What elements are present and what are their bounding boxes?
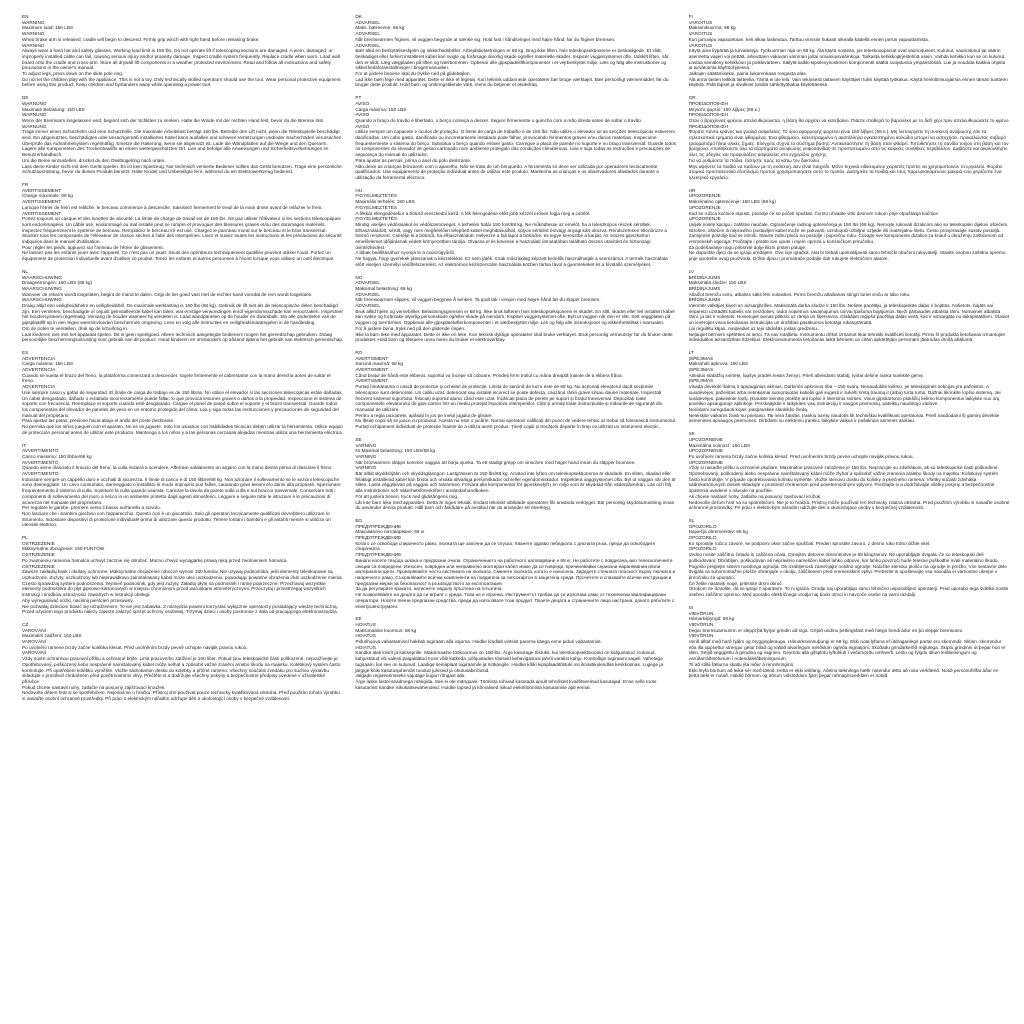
instruction-paragraph: When brake arm is released, cradle will begin to descend. Firmly grip winch with right hand before releasing brake.	[22, 36, 260, 42]
instruction-paragraph: Indossare sempre un cappello duro e occhiali di sicurezza. Il limite di carico è di 150 libbre/68 kg. Non azionare il sollevamento se le sezioni telescopiche sono danneggiate. Un cavo consumato, danneggiato o installato in modo improprio può fallire, causando gravi lesioni e/o danni alla proprietà. Ispezionare frequentemente il sistema di culla. Sostituire la culla quando usurata. Caricare la tavola da parete sulla culla e sul braccio trasversale. Conservare tutti i componenti di sollevamento del muro a secco in un ambiente protetto dagli agenti atmosferici. Leggere e seguire tutte le istruzioni e le precauzioni di sicurezza nel manuale del proprietario.	[22, 476, 341, 505]
warning-heading: VAROVÁNÍ	[22, 627, 46, 633]
instruction-paragraph: Um die Beine einzustellen, drückst du den Gleitbügelring nach unten.	[22, 157, 166, 163]
warning-heading: ADVARSEL	[355, 280, 380, 286]
language-code: ES	[22, 349, 29, 355]
instruction-paragraph: Pour régler les pieds, appuyez sur l'anneau de l'étrier de glissement.	[22, 244, 164, 250]
language-section	[689, 188, 1010, 262]
instruction-paragraph: Neļaujiet bērniem spēlēties ar ierīci. Tā nav rotaļlieta. Instrumentu drīkst izmantot tikai tehniski kvalificēti lietotāji. Pirms šī produkta lietošanas izmantojiet individuālos aizsardzības līdzekļus. Elektroinstrumenta lietošanas laikā bērniem un citām apkārtējām personām jāatrodas drošā attālumā.	[688, 331, 1005, 343]
language-section	[355, 275, 676, 343]
instruction-paragraph: VAROITUS	[688, 31, 713, 37]
language-code: FR	[22, 181, 29, 187]
max-load-text: Maksimalno opterećenje: 150 LBS (68 kg)	[688, 199, 776, 205]
instruction-paragraph: AVVERTIMENTO	[22, 471, 59, 477]
instruction-paragraph: Ne laissez pas les enfants jouer avec l'appareil. Ce n'est pas un jouet. Seuls des opérateurs techniquement qualifiés peuvent utiliser l'outil. Portez un équipement de protection individuelle avant d'utiliser ce produit. Tenez les enfants et autres personnes à l'écart lorsque vous utilisez un outil électrique.	[22, 250, 335, 262]
language-code: LT	[688, 349, 694, 355]
instruction-paragraph: WAARSCHUWING	[22, 297, 62, 303]
language-section	[355, 14, 676, 88]
instruction-paragraph: Μην αφήνετε τα παιδιά να παίζουν με τη συσκευή. Δεν είναι παιχνίδι. Μόνο τεχνικά ειδικευμένοι χειριστές πρέπει να χρησιμοποιούν το εργαλείο. Φοράτε ατομικό προστατευτικό εξοπλισμό προτού χρησιμοποιήσετε αυτό το προϊόν. Διατηρείτε τα παιδιά και τους παρευρισκόμενους μακριά ενώ χειρίζεστε ένα ηλεκτρικό εργαλείο.	[688, 163, 1003, 180]
instruction-paragraph: Bruk alltid hjelm og vernebriller. Belastningsgrensen er 68 kg. Ikke bruk løfteren hvis teleskopseksjonene er skadet. En slitt, skadet eller feil installert kabel kan svikte og forårsake alvorlig personskade og/eller skade på eiendom. Inspiser vuggesystemet ofte. Bytt ut vuggen når den er slitt. Sett veggplaten på vuggen og tverrarmen. Oppbevar alle gipsplateløfterkomponenter i et værbeskyttet miljø. Les og følg alle instruksjoner og sikkerhetstiltak i manualen.	[355, 308, 675, 326]
instruction-paragraph: Po uvoľnení ramena brzdy začne kolíska klesať. Pred uvoľnením brzdy pevne uchopte naviják pravou rukou.	[688, 453, 914, 459]
instruction-paragraph: Φοράτε πάντα κράνος και γυαλιά ασφαλείας. Το όριο εφαρμογής φορτίου είναι 150 λίβρες (68 κ.). Μη λειτουργείτε τη συσκευή ανύψωσης εάν τα τηλεσκοπικά τμήματα είναι φθαρμένα. Ένα φθαρμένο, κατεστραμμένο ή ακατάλληλα εγκατεστημένο καλώδιο μπορεί να αστοχήσει, προκαλώντας σοβαρό τραυματισμό ή/και υλικές ζημιές. Ελέγχετε συχνά το σύστημα βάσης. Αντικαταστήστε τη βάση όταν φθαρεί. Τοποθετήστε τη σανίδα τοίχου στη βάση και τον βραχίονα. Αποθηκεύστε όλα τα εξαρτήματα ανύψωσης γυψοσανίδας σε προστατευμένο από τις καιρικές συνθήκες περιβάλλον. Διαβάστε και ακολουθήστε όλες τις οδηγίες και προφυλάξεις ασφαλείας στο εγχειρίδιο χρήσης.	[688, 129, 1009, 158]
language-code: SE	[355, 436, 362, 442]
instruction-paragraph: Atlaižot bremžu sviru, atbalsts sāks lēni nolaisties. Pirms bremžu atlaišanas stingri turiet vinču ar labo roku.	[688, 291, 911, 297]
instruction-paragraph: Wenn der Bremsarm losgelassen wird, beginnt sich der Schlitten zu senken. Halte die Winde mit der rechten Hand fest, bevor du die Bremse löst.	[22, 117, 325, 123]
instruction-paragraph: Visada dėvėkite šalmą ir apsauginius akinius. Darbinės apkrovos riba – 150 svarų. Nenaudokite kėlimo, jei teleskopinės sekcijos yra pažeistos. A susidėvėjęs, pažeistas arba netinkamai sumontuotas kabelis gali sugesti ir sukelti rimtą traumą ir (arba) turtą turtui. Dažnai tikrinkite lopšio sistemą. Jei susidėvėjęs, pakeiskite lopšį. Įkraukite sieninę plokštę ant lopšio ir skersinio svirties. Visus gipskartonio plokščių kėlimo komponentus laikykite nuo orų poveikio apsaugotoje aplinkoje. Perskaitykite ir laikykitės visų instrukcijų ir saugos priemonių, pateiktų naudotojo vadove.	[688, 384, 1001, 407]
instruction-paragraph: Ne hagyja, hogy gyerekek játsszanak a készülékkel. Ez nem játék. Csak műszakilag képzett kezelők használhatják a szerszámot. A termék használata előtt viseljen személyi védőfelszerelést. Az elektromos kéziszerszám használata közben tartsa távol a gyermekeket és a kívülálló személyeket.	[355, 256, 668, 267]
instruction-paragraph: OPOZORILO	[688, 535, 717, 541]
instruction-paragraph: UPOZORENJE	[688, 216, 721, 222]
instruction-paragraph: VAROVÁNÍ	[22, 650, 46, 656]
instruction-paragraph: WARNING	[22, 42, 45, 48]
language-section	[22, 95, 343, 175]
language-code: PL	[22, 535, 28, 541]
language-code: IS	[688, 604, 694, 610]
instruction-paragraph: AVERTISMENT	[355, 378, 389, 384]
language-section	[355, 188, 676, 268]
instruction-paragraph: For å justere bena, trykk ned på den glidende ringen.	[355, 325, 466, 331]
language-column	[22, 14, 343, 1014]
instruction-paragraph: Always wear a hard hat and safety glasses. Working load limit is 150 lbs. Do not operate lift if telescoping sections are damaged. A worn, damaged, or improperly installed cable can fail, causing serious injury and/or property damage. Inspect cradle system frequently. Replace cradle when worn. Load wall board onto the cradle and cross-arm. Store all drywall lift components in a weather protected environment. Read and follow all instructions and safety precautions in the owner's manual.	[22, 48, 340, 71]
max-load-text: Hámarksþyngd: 68 kg	[688, 616, 735, 622]
instruction-paragraph: No permita que los niños jueguen con el aparato. No es un juguete. Solo los usuarios con habilidades técnicas deben utilizar la herramienta. Utilice equipo de protección personal antes de utilizar este producto. Mantenga a los niños y a las personas cercanas alejadas mientras utiliza una herramienta eléctrica.	[22, 424, 344, 435]
instruction-paragraph: Käytä aina kypärää ja turvalaseja. Työkuorman raja on 68 kg. Älä käytä nostinta, jos teleskooppiosat ovat vaurioituneet. Kulunut, vaurioitunut tai väärin asennettu vaijeri voi pettää, aiheuttaen vakavan vamman ja/tai omaisuusvahinkoja. Tarkasta kehikkojärjestelmä usein. Vaihda kehikko kun se on kulunut. Lastaa seinälevy kehikkoon ja poikkivarteen. Säilytä kaikki kipsilevynostimen komponentit säältä suojatussa ympäristössä. Lue ja noudata kaikkia ohjeita ja turvatoimia käyttöohjeessa.	[688, 48, 1006, 71]
instruction-paragraph: Ko sprostite ročico zavore, se podporni okvir začne spuščati. Preden sprostite zavoro, z desno roko trdno držite vitel.	[688, 540, 931, 546]
language-section	[22, 182, 343, 262]
instruction-paragraph: Ärge laske lastel seadmega mängida. See ei ole mänguasi. Tööriista tohivad kasutada ainult tehniliselt kvalifitseeritud kasutajad. Enne selle toote kasutamist kandke isikukaitsevahendeid. Hoidke lapsed ja kõrvalised isikud elektritööriista kasutamise ajal eemal.	[355, 678, 657, 690]
language-code: GR	[688, 95, 696, 101]
instruction-paragraph: Portez toujours un casque et des lunettes de sécurité. La limite de charge de travail est de 150 lbs. Ne pas utiliser l'élévateur si les sections télescopiques sont endommagées. Un câble usé, endommagé ou mal installé peut se rompre et provoquer des blessures graves et/ou des dommages matériels. Inspectez fréquemment le système de berceau. Remplacez le berceau s'il est usé. Chargez le panneau mural sur le berceau et le bras transversal. Stockez tous les composants de l'élévateur de cloison sèches à l'abri des intempéries. Lisez et suivez toutes les instructions et les précautions de sécurité indiquées dans le manuel d'utilisation.	[22, 216, 342, 245]
instruction-paragraph: VAROVÁNÍ	[22, 639, 46, 645]
instruction-paragraph: Wanneer de rekarm wordt losgelaten, begint de mand te dalen. Grijp de lier goed vast met de rechter hand voordat de rem wordt losgelaten.	[22, 291, 313, 297]
language-code: BG	[355, 517, 363, 523]
instruction-paragraph: Nedovoľte deťom hrať sa so spotrebičom. Nie je to hračka. Prístroj môže používať len technicky zdatná obsluha. Pred použitím výrobku si nasaďte osobné ochranné prostriedky. Pri práci s elektrickým náradím udržujte deti a okolostojace osoby v bezpečnej vzdialenosti.	[688, 499, 1010, 511]
warning-heading: VIÐVÖRUN	[688, 610, 714, 616]
warning-heading: VAROITUS	[688, 19, 713, 25]
instruction-paragraph: Aby wyregulować nóżki, naciśnij pierścień przesuwny.	[22, 597, 134, 603]
language-code: PT	[355, 95, 362, 101]
warning-heading: OSTRZEŻENIE	[22, 540, 55, 546]
instruction-paragraph: Kun jarruvipu vapautetaan, keli alkaa laskeutua. Tarttuu vinssiin tiukasti oikealla kädellä ennen jarrun vapauttamista.	[688, 36, 930, 42]
instruction-paragraph: WARNUNG	[22, 123, 47, 129]
warning-heading: BRĪDINĀJUMS	[688, 274, 721, 280]
max-load-text: Maksimaalne koormus: 68 kg	[355, 627, 417, 633]
max-load-text: Maksimikuorma: 68 kg	[688, 25, 736, 31]
instruction-paragraph: OPOZORILO	[688, 546, 717, 552]
instruction-paragraph: ĮSPĖJIMAS	[688, 367, 714, 373]
instruction-paragraph: Når bremsearmen slippes, vil vuggen begynne å senkes. Ta godt tak i vinsjen med høyre hånd før du slipper bremsen.	[355, 297, 601, 303]
language-section	[22, 535, 343, 615]
instruction-paragraph: Po uvolnění ramene brzdy začne kolébka klesat. Před uvolněním brzdy pevně uchopte naviják pravou rukou.	[22, 644, 248, 650]
max-load-text: Sarcină maximă: 68 kg	[355, 361, 404, 367]
instruction-paragraph: Uvijek nosite kacigu i zaštitne naočale. Ograničenje radnog opterećenja je 150 lbs (68 kg). Nemojte rukovati dizalicom ako su teleskopski dijelovi oštećeni. Istrošen, oštećen ili nepravilno postavljen kabel može se pokvariti, uzrokujući ozbiljne ozljede i/ili materijalnu štetu. Često provjeravajte sustav postolja. Zamijenite postolje kad se istroši. Stavite zidnu ploču na postolje i poprečnu ruku. Čuvajte sve komponente dizalice za knauf u okruženju zaštićenom od vremenskih utjecaja. Pročitajte i pratite sve upute i mjere opreza u korisničkom priručniku.	[688, 221, 1009, 245]
language-code: DE	[22, 95, 29, 101]
instruction-paragraph: ĮSPĖJIMAS	[688, 378, 714, 384]
instruction-paragraph: VAROITUS	[688, 42, 713, 48]
instruction-paragraph: Use siempre casco y gafas de seguridad. El límite de carga de trabajo es de 150 libras. No utilice el elevador si las secciones telescópicas están dañadas. Un cable desgastado, dañado o instalado incorrectamente puede fallar, lo que provoca lesiones graves o daños a la propiedad. Inspeccione el sistema de soporte con frecuencia. Reemplace el soporte cuando esté desgastado. Cargue el panel de pared sobre el soporte y el brazo transversal. Guarde todos los componentes del elevador de paneles de yeso en un entorno protegido del clima. Lea y siga todas las instrucciones y precauciones de seguridad del manual del propietario.	[22, 389, 343, 418]
instruction-paragraph: Pidurihoova vabastamisel hakkab tugiraam alla vajuma. Hoidke kindlalt vintsist parema käega enne piduri vabastamist.	[355, 639, 602, 645]
instruction-paragraph: Vedno nosite zaščitno čelado in zaščitna očala. Omejitev delovne obremenitve je 68 kilogramov. Ne uporabljajte dvigala, če so teleskopski deli poškodovani. Obrabljen, poškodovan ali nepravilno nameščen kabel lahko odpove, kar lahko povzroči hude telesne poškodbe in/ali materialno škodo. Pogosto preglejte sistem nosilnega ogrodja. Ob izrabljenosti zamenjajte nosilno ogrodje. Naložite stensko ploščo na ogrodje in prečko. Vse sestavne dele dvigala za suhomontažne plošče shranjujte v okolju, zaščitenem pred vremenskimi vplivi. Preberite in upoštevajte vsa navodila in varnostne ukrepe v priročniku za uporabo.	[688, 552, 1007, 580]
instruction-paragraph: Не позволявайте на децата да си играят с уреда. Това не е играчка. Инструментът трябва да се използва само от технически квалифицирани оператори. Носете лични предпазни средства, преди да използвате този продукт. Пазете децата и страничните лица настрана, докато работите с електроинструмент.	[355, 592, 675, 609]
warning-heading: UPOZORENJE	[688, 193, 721, 199]
instruction-paragraph: For at justere benene skal du trykke ned på glidebøjlen.	[355, 71, 471, 77]
instruction-paragraph: Ikke la barn leke med apparatet. Dette er ikke en leke. Kun teknisk dyktige operatører skal bruke verktøyet. Bruk personlig verneutstyr før du bruker dette produktet. Hold barn og tilskuere unna mens du bruker et elektroverktøy.	[355, 331, 673, 343]
language-code: EN	[22, 14, 29, 19]
instruction-paragraph: Nie pozwalaj dzieciom bawić się urządzeniem. To nie jest zabawka. Z narzędzia powinni korzystać wyłącznie operatorzy posiadający wiedzę techniczną. Przed użyciem tego produktu należy zawsze założyć sprzęt ochrony osobistej. Trzymaj dzieci i osoby postronne z dala od pracującego elektronarzędzia.	[22, 603, 339, 615]
instruction-paragraph: Vždy si nasaďte prilbu a ochranné okuliare. Maximálne pracovné zaťaženie je 150 lbs. Nepracujte so zdvihákom, ak sú teleskopické časti poškodené. Opotrebovaný, poškodený alebo nesprávne nainštalovaný kábel môže zlyhať a spôsobiť vážne zranenia a/alebo škody na majetku. Kolískový systém často kontrolujte. V prípade opotrebovania kolísku vymeňte. Vložte stenovú dosku do kolísky a priečneho ramena. Všetky súčasti zdviháka sadrokartónových dosiek skladujte v prostredí chránenom pred poveternostnými vplyvmi. Prečítajte si a dodržiavajte všetky pokyny a bezpečnostné opatrenia uvedené v návode na použitie.	[688, 465, 999, 494]
warning-heading: ADVARSEL	[355, 19, 380, 25]
instruction-paragraph: AVISO	[355, 123, 370, 129]
instruction-paragraph: AVERTISMENT	[355, 367, 389, 373]
language-code: SL	[688, 517, 695, 523]
language-section	[22, 622, 343, 702]
max-load-text: Maks. bæreevne: 68 kg	[355, 25, 405, 31]
max-load-text: Μέγιστο φορτίο: 150 λίβρες (68 κ.)	[688, 106, 760, 112]
instruction-paragraph: Nu lăsați copiii să se joace cu produsul. Acesta nu este o jucărie. Numai operatorii calificați din punct de vedere tehnic ar trebui să folosească instrumentul. Purtați echipament individual de protecție înainte de a utiliza acest produs. Țineți copiii și trecătorii departe în timp ce utilizați un instrument electric.	[355, 418, 677, 430]
instruction-paragraph: AVVERTIMENTO	[22, 459, 59, 465]
instruction-paragraph: Verið alltaf með harð hjálm og öryggisgleraugu. Hámarksvinnuþungi er 68 kg. Ekki nota lyftuna ef útdraganlegir partar eru skemmdir. Slitinn, skemmdur eða illa uppsettur strengur getur bilað og valdið alvarlegum meiðslum og/eða eignatjóni. Skoðaðu grindarkerfið reglulega. Skiptu grindinni út þegar hún er slitin. Setjið veggplötu á grindina og vagninn. Geymdu alla gifsplötu lyftuhluti í veðurvörðu umhverfi. Lestu og fylgdu öllum leiðbeiningum og varúðarráðstöfunum í notendaleiðbeiningunum.	[688, 639, 1006, 662]
instruction-paragraph: ADVERTENCIA	[22, 384, 56, 390]
instruction-paragraph: UPOZORNENIE	[688, 459, 724, 465]
language-section	[22, 269, 343, 343]
instruction-paragraph: Jalkojen säätämiseksi, paina liukurenkaan rengasta alas.	[688, 71, 807, 77]
instruction-paragraph: Če želite nastaviti noge, pritisnite drsni obroč.	[688, 580, 783, 586]
instruction-paragraph: Purtați întotdeauna o cască de protecție și ochelari de protecție. Limita de sarcină de lucru este de 68 kg. Nu acționați elevatorul dacă secțiunile telescopice sunt deteriorate. Un cablu uzat, deteriorat sau instalat incorect se poate defecta, cauzând răniri grave și/sau daune materiale. Inspectați frecvent sistemul suportului. Înlocuiți suportul atunci când este uzat. Încărcați placa de perete pe suport și brațul transversal. Depozitați toate componentele elevatorului de gips-carton într-un mediu protejat împotriva intemperiilor. Citiți și urmați toate instrucțiunile și măsurile de siguranță din manualul de utilizare.	[355, 384, 663, 412]
instruction-paragraph: Lass deine Kinder nicht mit dem Gerät spielen. Es ist kein Spielzeug. Nur technisch versierte Bediener sollten das Gerät benutzen. Trage eine persönliche Schutzausrüstung, bevor du dieses Produkt benutzt. Halte Kinder und Unbeteiligte fern, während du ein Elektrowerkzeug bedienst.	[22, 163, 342, 175]
language-code: SK	[688, 431, 695, 437]
instruction-paragraph: Para ajustar las patas, presione hacia abajo el anillo del poste deslizante.	[22, 418, 175, 424]
language-section	[355, 518, 676, 609]
instruction-paragraph: Zawsze zakładaj kask i okulary ochronne. Maksymalne obciążenie robocze wynosi 150 funtów. Nie używaj podnośnika, jeśli elementy teleskopowe są uszkodzone. Zużyty, uszkodzony lub nieprawidłowo zainstalowany kabel może ulec uszkodzeniu, powodując poważne obrażenia i/lub uszkodzenie mienia. Często sprawdzaj system podnoszenia. Wymień podnośnik, gdy jest zużyty. Załaduj płytę na podnośnik i ramię poprzeczne. Przechowuj wszystkie elementy podnośnika do płyt gipsowo-kartonowych w miejscu chronionym przed warunkami atmosferycznymi. Przeczytaj i przestrzegaj wszystkich instrukcji i środków ostrożności zawartych w instrukcji obsługi.	[22, 569, 343, 598]
language-column	[355, 14, 676, 1014]
instruction-paragraph: Lai regulētu kājas, nospiediet uz leju slīdošās joslas gredzenu.	[688, 325, 819, 331]
instruction-paragraph: Til að stilla fæturna skaltu ýta niður á rennihringinn.	[688, 661, 795, 667]
instruction-paragraph: När bromsarmen släpps kommer vaggan att börja sjunka. Ta ett stadigt grepp om vinschen med höger hand innan du släpper bromsen.	[355, 459, 636, 465]
instruction-paragraph: Cuando se suelta el brazo del freno, la plataforma comenzará a descender. Sujete firmemente el cabrestante con la mano derecha antes de soltar el freno.	[22, 372, 331, 384]
instruction-paragraph: HOIATUS	[355, 633, 376, 639]
instruction-paragraph: Ekki leyfa börnum að leika sér með tækið. Þetta er ekki leikfang. Aðeins tæknilega hæfir notendur ættu að nota verkfærið. Notið persónuhlífar áður en þetta tæki er notað. Haldið börnum og öðrum viðstöddum fjarri þegar rafmagnsverkfæri er notað.	[688, 667, 999, 679]
max-load-text: Maximálna nosnosť: 150 LBS	[688, 442, 751, 448]
instruction-paragraph: За да регулирате краката, натиснете надолу пръстена на плъзгача.	[355, 586, 503, 592]
instruction-paragraph: Vienmēr valkājiet ķiveri un aizsargbrilles. Maksimālā darba slodze ir 150 lbs. Neliete pacēlāju, ja teleskopiskās daļas ir bojātas. Nolietots, bojāts vai nepareizi uzstādīts kabelis var neizdoties, radot nopietnus savainojumus un/vai īpašuma bojājumus. Bieži pārbaudiet atbalsta rāmi. Nomainiet atbalsta rāmi, ja tas ir nolietots. Novietojiet sienas plāksni uz rāmja un šķērssvira. Glabājiet reģipša pacēlāja daļas vietā, kas ir aizsargāta no laikapstākļiem. Izlasiet un ievērojiet visus lietošanas instrukcijās un drošības pasākumos lietotāja rokasgrāmatā.	[688, 303, 1010, 326]
instruction-paragraph: AVERTISSEMENT	[22, 199, 62, 205]
instruction-paragraph: Utilize sempre um capacete e óculos de proteção. O limite de carga de trabalho é de 150 lbs. Não utilize o elevador se as secções telescópicas estiverem danificadas. Um cabo gasto, danificado ou incorretamente instalado pode falhar, provocando ferimentos graves e/ou danos materiais. Inspecione frequentemente o sistema do berço. Substitua o berço quando estiver gasto. Carregue a placa de parede no suporte e no braço transversal. Guarde todos os componentes do elevador de gesso cartonado num ambiente protegido das condições climatéricas. Leia e siga todas as instruções e precauções de segurança do manual do utilizador.	[355, 129, 677, 158]
max-load-text: Maksimal belastning: 68 kg	[355, 285, 412, 291]
max-load-text: Maximum load: 150 LBS	[22, 25, 74, 31]
max-load-text: Draagvermogen: 150 LBS (68 kg)	[22, 280, 93, 286]
warning-heading: WARNUNG	[22, 100, 47, 106]
max-load-text: Максимално натоварване: 68 кг	[355, 529, 425, 535]
language-section	[22, 14, 343, 88]
instruction-paragraph: OSTRZEŻENIE	[22, 552, 55, 558]
instruction-paragraph: Når bremsearmen frigives, vil vuggen begynde at sænke sig. Hold fast i håndsvinget med højre hånd, før du frigiver bremsen.	[355, 36, 616, 42]
instruction-paragraph: BRĪDINĀJUMS	[688, 285, 721, 291]
language-code: HR	[688, 187, 696, 193]
language-section	[689, 518, 1010, 598]
language-code: DK	[355, 14, 362, 19]
language-column	[689, 14, 1010, 1014]
max-load-text: Carico massimo: 150 libbre/68 kg	[22, 453, 92, 459]
instruction-paragraph: Ak chcete nastaviť nohy, zatlačte na posuvný zaisťovací krúžok.	[688, 493, 822, 499]
instruction-paragraph: ADVARSEL	[355, 303, 380, 309]
instruction-paragraph: Mindig viseljen védősisakot és védőszemüveget. A terhelési határ 150 font/68 kg. Ne működtesse az emelőt, ha a teleszkópos részek sérültek. Elhasználódott, sérült, vagy nem megfelelően telepített kabel meghibásodhat, súlyos sérülést és/vagy anyagi kárt okozva. Rendszeresen ellenőrizze a bölcső rendszert. Cserélje ki a bölcsőt, ha elhasználódott. Helyezze a fali lapot a bölcsőre, és tegye keresztbe a karjait. Az összes gipszkarton emelőelemet időjárásnak védett környezetben tárolja. Olvassa el és kövesse a használati útmutatóban található összes utasítást és biztonsági óvintézkedést.	[355, 221, 667, 250]
instruction-paragraph: ADVARSEL	[355, 31, 380, 37]
instruction-paragraph: ADVARSEL	[355, 291, 380, 297]
instruction-paragraph: FIGYELMEZTETÉS	[355, 216, 398, 222]
instruction-paragraph: Jalgade reguleerimiseks vajutage liuguri rõngast alla.	[355, 673, 466, 679]
instruction-paragraph: Trage immer einen Schutzhelm und eine Schutzbrille. Die maximale Arbeitslast beträgt 150 lbs. Betreibe den Lift nicht, wenn die Teleskopteile beschädigt sind. Ein abgenutztes, beschädigtes oder unsachgemäß installiertes Kabel kann ausfallen und schwere Verletzungen und/oder Sachschäden verursachen. Überprüfe das Aufnahmesystem regelmäßig. Ersetze die Halterung, wenn sie abgenutzt ist. Lade die Wandplatten auf die Wiege und den Querarm. Lagere alle Komponenten des Trockenbaulifts an einem wettergeschützten Ort. Lies und befolge alle Anweisungen und Sicherheitsvorkehrungen im Benutzerhandbuch.	[22, 129, 343, 158]
language-code: RO	[355, 349, 363, 355]
instruction-paragraph: Nedovolte dětem hrát si se spotřebičem. Nejedná se o hračku. Přístroj smí používat pouze technicky kvalifikovaná obsluha. Před použitím tohoto výrobku si nasaďte osobní ochranné prostředky. Při práci s elektrickým nářadím udržujte děti a okolostojící osoby v bezpečné vzdálenosti.	[22, 690, 340, 702]
language-section	[22, 350, 343, 436]
warning-heading: VARNING	[355, 442, 377, 448]
max-load-text: Nr Maximal belastning: 150 LBS/68 kg	[355, 448, 436, 454]
max-load-text: Maximální zatížení: 150 LBS	[22, 633, 82, 639]
instruction-paragraph: OSTRZEŻENIE	[22, 563, 55, 569]
instruction-paragraph: UPOZORNENIE	[688, 448, 724, 454]
warning-heading: OPOZORILO	[688, 523, 717, 529]
instruction-paragraph: Þegar bremsuarmurinn er sleppt þá byrjar grindin að síga. Grípið undinu þéttingsfast með hægri hendi áður en þú sleppir bremsunni.	[688, 627, 964, 633]
warning-heading: FIGYELMEZTETÉS	[355, 193, 398, 199]
instruction-paragraph: Otrokom ne dovolite, da se igrajo z aparatom. To ni igrača. Orodje naj uporabljajo samo tehnično usposobljeni operaterji. Pred uporabo tega izdelka nosite osebno zaščitno opremo. Med uporabo električnega orodja naj bodo otroci in navzoče osebe na varni razdalji.	[688, 586, 1009, 598]
warning-heading: ΠΡΟΕΙΔΟΠΟΙΗΣΗ	[688, 100, 728, 106]
max-load-text: Maximale Belastung: 150 LBS	[22, 106, 85, 112]
instruction-paragraph: Neleiskite vaikams žaisti su prietaisu. Tai nėra žaislas. Įrankiu turėtų naudotis tik techniškai kvalifikuoti operatoriai. Prieš naudodami šį gaminį dėvėkite asmenines apsaugos priemones. Dirbdami su elektriniu įrankiu, laikykite vaikus ir pašalinius asmenis atokiau.	[688, 412, 1000, 424]
instruction-paragraph: HOIATUS	[355, 644, 376, 650]
language-section	[355, 350, 676, 430]
instruction-paragraph: BRĪDINĀJUMS	[688, 297, 721, 303]
warning-heading: AVISO	[355, 100, 370, 106]
max-load-text: Carga máxima: 150 LBS	[355, 106, 407, 112]
language-code: EE	[355, 616, 362, 622]
instruction-paragraph: Quando a braço do travão é libertado, o berço começa a descer. Segure firmemente o guincho com a mão direita antes de soltar o travão.	[355, 117, 643, 123]
warning-heading: AVERTISMENT	[355, 355, 389, 361]
language-section	[689, 605, 1010, 679]
instruction-paragraph: Ne dopustite djeci da se igraju uređajem. Ovo nije igračka. Alat bi trebali upotrebljavati samo tehnički obučeni rukovatelji. Stavite osobnu zaštitnu opremu prije upotrebe ovog proizvoda. Držite djecu i promatrače podalje dok rukujete električnim alatom.	[688, 250, 1006, 262]
warning-heading: WAARSCHUWING	[22, 274, 62, 280]
instruction-paragraph: Laat kinderen niet met het apparaat spelen. Dit is geen speelgoed. Alleen technisch aangelegde bedieners mogen het gereedschap gebruiken. Draag persoonlijke beschermingsuitrusting voor gebruik van dit product. Houd kinderen en omstanders op afstand tijdens het gebruik van elektrisch gereedschap.	[22, 331, 344, 343]
instruction-paragraph: Draag altijd een veiligheidshelm en veiligheidsbril. De maximale werklasting is 150 lbs (68 kg). Gebruik de lift niet als de telescopische delen beschadigd zijn. Een versleten, beschadigde of onjuist geïnstalleerde kabel kan falen, wat ernstige verwondingen en/of eigendomsschade kan veroorzaken. Inspecteer het houdersysteem regelmatig. Vervang de houder wanneer hij versleten is. Laad wandpanelen op de houder en dwarsbalk. Sla alle onderdelen van de gipsplaatlift op in een tegen weersinvloeden beschermde omgeving. Lees en volg alle instructies en veiligheidsmaatregelen in de handleiding.	[22, 303, 344, 326]
warning-heading: HOIATUS	[355, 621, 376, 627]
language-code: NO	[355, 274, 363, 280]
instruction-paragraph: Non lasciare che i bambini giochino con l'apparecchio. Questo non è un giocattolo. Solo gli operatori tecnicamente qualificati dovrebbero utilizzare lo strumento. Indossare dispositivi di protezione individuale prima di utilizzare questo prodotto. Tenere lontani i bambini e gli astanti mentre si utilizza un utensile elettrico.	[22, 510, 331, 528]
instruction-paragraph: Quando viene rilasciato il braccio del freno, la culla inizierà a scendere. Afferrare saldamente un argano con la mano destra prima di rilasciare il freno.	[22, 465, 333, 471]
language-section	[355, 95, 676, 181]
instruction-paragraph: Za podešavanje nogu pritisnite dolje klizni prsten poluge.	[688, 244, 807, 250]
max-load-text: Maksimali apkrova: 150 LBS	[688, 361, 749, 367]
language-section	[355, 616, 676, 690]
warning-heading: WARNING	[22, 19, 45, 25]
instruction-paragraph: Lorsque l'étrier de frein est relâché, le berceau commence à descendre. Saisissez fermement le treuil de la main droite avant de relâcher le frein.	[22, 204, 323, 210]
instruction-paragraph: Låt inte barn leka med apparaten. Detta är ingen leksak. Endast tekniskt utbildade operatörer får använda verktyget. Bär personlig skyddsutrustning innan du använder denna produkt. Håll barn och åskådare på avstånd när du använder ett elverktyg.	[355, 499, 675, 511]
instruction-paragraph: Pokud chcete nastavit nohy, zatlačte na posuvný zajišťovací kroužek.	[22, 684, 166, 690]
instruction-paragraph: WARNUNG	[22, 112, 47, 118]
max-load-text: Maksimālā slodze: 150 LBS	[688, 280, 747, 286]
instruction-paragraph: Älä anna lasten leikkiä laitteella. Tämä ei ole lelu. Vain teknisesti taitavien käyttäjien tulisi käyttää työkalua. Käytä henkilönsuojaimia ennen tämän tuotteen käyttöä. Pidä lapset ja sivulliset loitolla sähkötyökalua käytettäessä.	[688, 76, 1008, 88]
instruction-paragraph: Om de poten te verstellen, druk op de schuifring in.	[22, 325, 129, 331]
instruction-paragraph: Norėdami sureguliuoti kojas, paspauskite slankiklio žiedą.	[688, 407, 809, 412]
instruction-paragraph: AVERTISSEMENT	[22, 210, 62, 216]
warning-heading: ADVERTENCIA	[22, 355, 56, 361]
language-code: NL	[22, 268, 28, 274]
instruction-paragraph: Vždy noste ochrannou pracovní přilbu a ochranné brýle. Limit pracovního zatížení je 150 liber. Pokud jsou teleskopické části poškozené, nepoužívejte je. Opotřebovaný, poškozený nebo nesprávně nainstalovaný kabel může selhat a způsobit vážné zranění a/nebo škodu na majetku. Kolébkový systém často kontrolujte. Při opotřebení kolébku vyměňte. Vložte sádrokarton desku do kolébky a příčné rameno. Všechny součásti zvedáku pro suchou výstavbu skladujte v prostředí chráněném před povětrnostními vlivy. Přečtěte si a dodržujte všechny pokyny a bezpečnostní předpisy uvedené v uživatelské příručce.	[22, 656, 341, 684]
instruction-paragraph: AVISO	[355, 112, 370, 118]
instruction-paragraph: Για να ρυθμίσετε τα πόδια, πατήστε προς τα κάτω τον δακτύλιο.	[688, 157, 821, 163]
instruction-paragraph: VIÐVÖRUN	[688, 633, 714, 639]
language-section	[689, 269, 1010, 343]
language-code: CZ	[22, 621, 29, 627]
instruction-paragraph: Do not let the children play with the appliance. This is not a toy. Only technically skilled operators should use the tool. Wear personal protective equipment before using this product. Keep children and bystanders away while operating a power tool.	[22, 76, 341, 88]
instruction-paragraph: Когато се освободи спирачното рамо, люлката ще започне да се спуска. Хванете здраво лебедката с дясната ръка, преди да освободите спирачката.	[355, 540, 656, 552]
instruction-paragraph: VARNING	[355, 465, 377, 471]
language-section	[355, 437, 676, 511]
warning-heading: AVERTISSEMENT	[22, 187, 62, 193]
instruction-paragraph: Bær altid en beskyttelseshjelm og sikkerhedsbriller. Arbejdsbelastningen er 68 kg. Brug ikke liften, hvis teleskopsektionerne er beskadigede. Et slidt, beskadiget eller forkert installeret kabel kan svigte og forårsage alvorlig skade og/eller materielle skader. Inspicér vuggesystemet ofte. Udskift liften, når den er slidt. Læg vægpladen på liften og tværbommen. Opbevar alle gipspladeliftkomponenter i et vejrbeskyttet miljø. Læs og følg alle instruktioner og sikkerhedsforanstaltninger i brugermanualen.	[355, 48, 669, 71]
instruction-paragraph: För att justera benen, tryck ned glidstångens ring.	[355, 493, 459, 499]
language-code: FI	[688, 14, 693, 19]
max-load-text: Carga máxima: 150 LBS	[22, 361, 74, 367]
max-load-text: Maximális terhelés: 150 LBS	[355, 199, 415, 205]
instruction-paragraph: Όταν ο βραχίονας φρένου απελευθερώνεται, η βάση θα αρχίσει να κατεβαίνει. Πιάστε σταθερά το βαρούλκο με το δεξί χέρι πριν απελευθερώσετε το φρένο.	[688, 117, 1010, 123]
instruction-paragraph: Para ajustar as pernas, prima o anel do pólo deslizante.	[355, 157, 472, 163]
instruction-paragraph: Kandke alati kiivrit ja kaitseprille. Maksimaalne töökoormus on 150 lbs. Ärge kasutage tõstukit, kui teleskoopsektsioonid on kahjustatud. Kulunud, kahjustatud või valesti paigaldatud tross võib katkeda, põhjustades tõsiseid kehavigastusi ja/või varalist kahju. Kontrollige tugiraami sageli. Vahetage tugiraam, kui see on kulunud. Laadige seinaplaat tugiraamile ja ristkangile. Hoidke kõiki kipsplaaditõstuki osi ilmastikukindlas keskkonnas. Lugege ja järgige kõiki kasutusjuhendis toodud juhiseid ja ohutusabinõusid.	[355, 650, 664, 673]
instruction-paragraph: Lad ikke børn lege med apparatet. Dette er ikke et legetøj. Kun teknisk uddannede operatører bør bruge værktøjet. Bær personligt værnemiddel, før du bruger dette produkt. Hold børn og omkringstående væk, mens du betjener et elværktøj.	[355, 76, 669, 88]
language-section	[689, 95, 1010, 181]
instruction-paragraph: A fékkar elengedésekor a bölcső ereszkedni kezd. A fék felengedése előtt jobb kézzel erősen fogja meg a csörlőt.	[355, 210, 591, 216]
instruction-paragraph: To adjust legs, press down on the slide pole ring.	[22, 71, 124, 77]
instruction-paragraph: ПРЕДУПРЕЖДЕНИЕ	[355, 552, 402, 558]
instruction-paragraph: FIGYELMEZTETÉS	[355, 204, 398, 210]
max-load-text: Največja obremenitev: 68 kg	[688, 529, 748, 535]
instruction-paragraph: Pentru a regla picioarele, apăsați în jos pe inelul jugului de glisare.	[355, 412, 493, 418]
instruction-paragraph: Kad se ručica kočnice otpusti, postolje će se početi spuštati. Čvrsto uhvatite vitlo desnom rukom prije otpuštanja kočnice.	[688, 210, 940, 216]
warning-heading: ĮSPĖJIMAS	[688, 355, 714, 361]
instruction-paragraph: Per regolare le gambe, premere verso il basso sull'anello a scivolo.	[22, 505, 161, 511]
instruction-paragraph: ΠΡΟΕΙΔΟΠΟΙΗΣΗ	[688, 123, 728, 129]
warning-heading: ПРЕДУПРЕЖДЕНИЕ	[355, 523, 402, 529]
instruction-paragraph: WAARSCHUWING	[22, 285, 62, 291]
instruction-paragraph: UPOZORENJE	[688, 204, 721, 210]
instruction-paragraph: Atleidus stabdžių svirtelę, lopšys pradės leistis žemyn. Prieš atleisdami stabdį, tvirtai dešine ranka suimkite gervę.	[688, 372, 925, 378]
instruction-paragraph: Când brațul de frână este eliberat, suportul va începe să coboare. Prindeți ferm troliul cu mâna dreaptă înainte de a elibera frâna.	[355, 372, 623, 378]
language-section	[689, 350, 1010, 424]
language-section	[22, 443, 343, 529]
instruction-paragraph: WARNING	[22, 31, 45, 37]
warning-heading: UPOZORNENIE	[688, 436, 724, 442]
instruction-paragraph: VARNING	[355, 453, 377, 459]
language-section	[689, 14, 1010, 88]
instruction-paragraph: A lábak beállításához nyomja le a csúszógyűrűt.	[355, 250, 456, 256]
instruction-paragraph: Bär alltid skyddshjälm och skyddsglasögon. Lastgränsen är 150 lbs/68 kg. Använd inte lyften om teleskopsektionerna är skadade. En sliten, skadad eller felaktigt installerad kabel kan brista och orsaka allvarliga personskador och/eller egendomsskador. Inspektera vaggsystemet ofta. Byt ut vaggan när den är sliten. Lasta väggskivan på vaggan och tvärarmen. Förvara alla komponenter för gipsskivelyft i en miljö som är skyddad från väderpåverkan. Läs och följ alla instruktioner och säkerhetsföreskrifter i användarhandboken.	[355, 471, 676, 494]
language-code: IT	[22, 442, 27, 448]
instruction-paragraph: ADVARSEL	[355, 42, 380, 48]
language-code: LV	[688, 268, 695, 274]
max-load-text: Charge maximale: 68 kg	[22, 193, 73, 199]
instruction-paragraph: ΠΡΟΕΙΔΟΠΟΙΗΣΗ	[688, 112, 728, 118]
instruction-paragraph: Винаги носете твърда шапка и предпазни очила. Ограничението на работното натоварване е 68 кг. Не работете с повдигача, ако телескопичните секции са повредени. Износен, повреден или неправилно монтиран кабел може да се повреди, причинявайки сериозни наранявания и/или материални щети. Проверявайте често системата на люлката. Сменете люлката, когато е износена. Заредете стенната плоскост върху люлката и напречното рамо. Съхранявайте всички компоненти на повдигача за гипсокартон в защитена среда. Прочетете и спазвайте всички инструкции и предпазни мерки за безопасност в ръководството за експлоатация.	[355, 557, 676, 586]
language-section	[689, 431, 1010, 511]
instruction-paragraph: ADVERTENCIA	[22, 367, 56, 373]
language-code: HU	[355, 187, 363, 193]
instruction-paragraph: Não deixe as crianças brincarem com o aparelho. Não se trata de um brinquedo. A ferramenta só deve ser utilizada por operadores tecnicamente qualificados. Use equipamento de proteção individual antes de utilizar este produto. Mantenha as crianças e os observadores afastados durante a utilização da ferramenta eléctrica.	[355, 163, 659, 180]
instruction-paragraph: ПРЕДУПРЕЖДЕНИЕ	[355, 535, 402, 541]
warning-heading: AVVERTIMENTO	[22, 448, 59, 454]
instruction-paragraph: Po zwolnieniu ramienia hamulca uchwyt zacznie się obniżać. Mocno chwyć wyciągarkę prawą ręką przed zwolnieniem hamulca.	[22, 557, 288, 563]
instruction-paragraph: VIÐVÖRUN	[688, 621, 714, 627]
max-load-text: Maksymalne obciążenie: 150 FUNTÓW	[22, 546, 105, 552]
